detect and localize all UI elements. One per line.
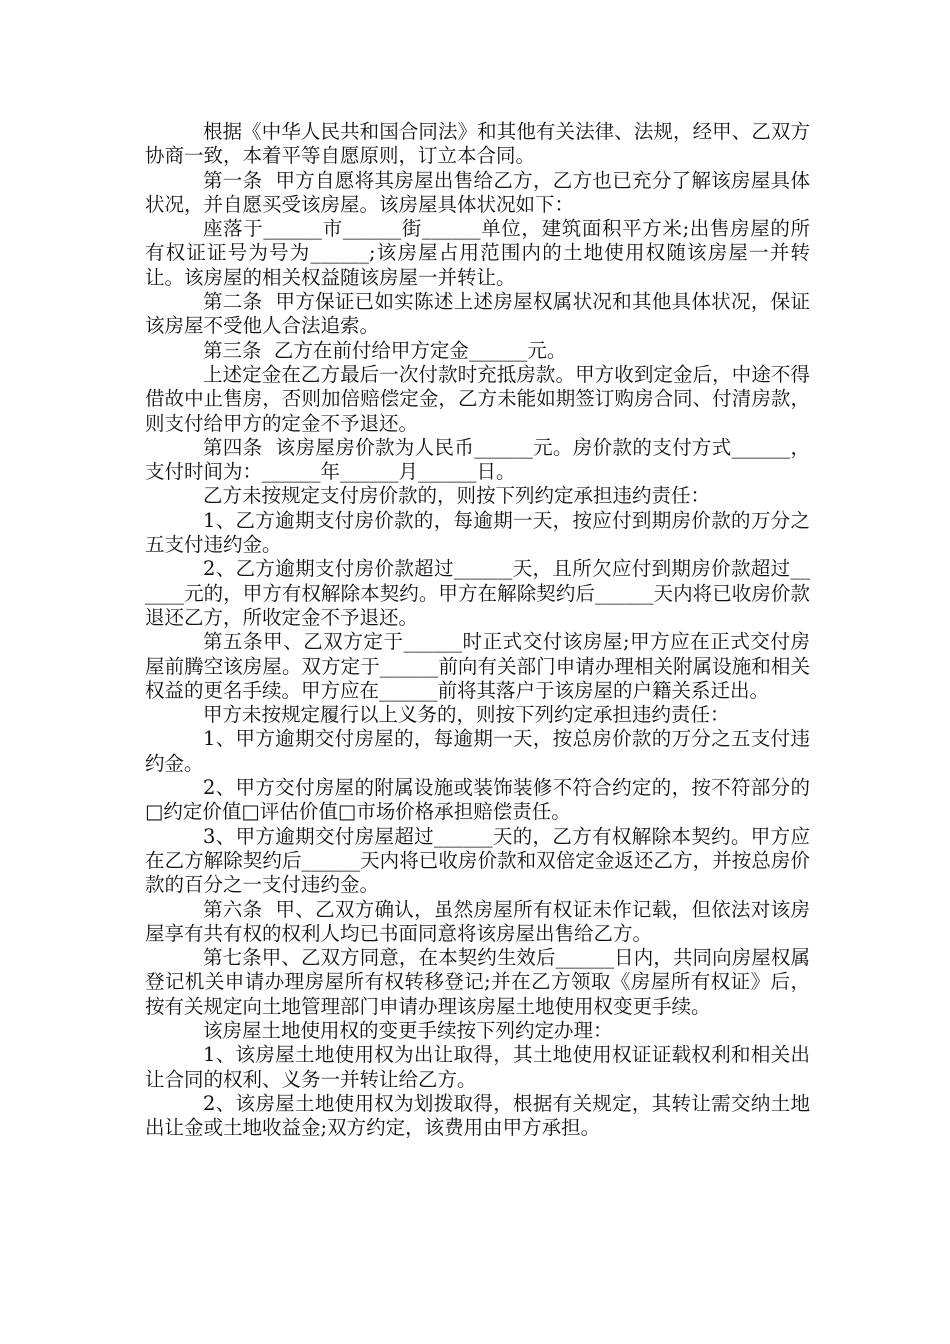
paragraph-seller-breach-2: 2、甲方交付房屋的附属设施或装饰装修不符合约定的，按不符部分的□约定价值□评估价值□市场价格承担赔偿责任。 <box>145 776 810 824</box>
paragraph-seller-breach-3: 3、甲方逾期交付房屋超过______天的，乙方有权解除本契约。甲方应在乙方解除契约后______天内将已收房价款和双倍定金返还乙方，并按总房价款的百分之一支付违约金。 <box>145 824 810 897</box>
paragraph-article-7: 第七条甲、乙双方同意，在本契约生效后______日内，共同向房屋权属登记机关申请办理房屋所有权转移登记;并在乙方领取《房屋所有权证》后，按有关规定向土地管理部门申请办理该房屋土地使用权变更手续。 <box>145 946 810 1018</box>
paragraph-article-6: 第六条 甲、乙双方确认，虽然房屋所有权证未作记载，但依法对该房屋享有共有权的权利人均已书面同意将该房屋出售给乙方。 <box>145 897 810 945</box>
paragraph-article-4: 第四条 该房屋房价款为人民币______元。房价款的支付方式______，支付时间为：______年______月______日。 <box>145 435 810 484</box>
paragraph-article-5: 第五条甲、乙双方定于______时正式交付该房屋;甲方应在正式交付房屋前腾空该房屋。双方定于______前向有关部门申请办理相关附属设施和相关权益的更名手续。甲方应在______前将其落户于该房屋的户籍关系迁出。 <box>145 630 810 702</box>
paragraph-buyer-breach: 乙方未按规定支付房价款的，则按下列约定承担违约责任： <box>203 484 711 508</box>
paragraph-land-use-1: 1、该房屋土地使用权为出让取得，其土地使用权证证载权利和相关出让合同的权利、义务一并转让给乙方。 <box>145 1043 810 1091</box>
document-body <box>145 120 810 1140</box>
paragraph-article-3: 第三条 乙方在前付给甲方定金______元。 <box>203 338 567 362</box>
paragraph-property-details: 座落于______市______街______单位，建筑面积平方米;出售房屋的所有权证证号为号为______;该房屋占用范围内的土地使用权随该房屋一并转让。该房屋的相关权益随该房屋一并转让。 <box>145 217 810 289</box>
paragraph-land-use-2: 2、该房屋土地使用权为划拨取得，根据有关规定，其转让需交纳土地出让金或土地收益金;双方约定，该费用由甲方承担。 <box>145 1091 810 1140</box>
paragraph-buyer-breach-1: 1、乙方逾期支付房价款的，每逾期一天，按应付到期房价款的万分之五支付违约金。 <box>145 508 810 557</box>
paragraph-article-1: 第一条 甲方自愿将其房屋出售给乙方，乙方也已充分了解该房屋具体状况，并自愿买受该房屋。该房屋具体状况如下： <box>145 168 810 216</box>
paragraph-buyer-breach-2: 2、乙方逾期支付房价款超过______天，且所欠应付到期房价款超过______元的，甲方有权解除本契约。甲方在解除契约后______天内将已收房价款退还乙方，所收定金不予退还。 <box>145 557 810 629</box>
paragraph-preamble: 根据《中华人民共和国合同法》和其他有关法律、法规，经甲、乙双方协商一致，本着平等自愿原则，订立本合同。 <box>145 120 810 168</box>
paragraph-land-use: 该房屋土地使用权的变更手续按下列约定办理： <box>203 1018 613 1042</box>
paragraph-seller-breach: 甲方未按规定履行以上义务的，则按下列约定承担违约责任： <box>203 703 730 727</box>
paragraph-article-2: 第二条 甲方保证已如实陈述上述房屋权属状况和其他具体状况，保证该房屋不受他人合法追索。 <box>145 290 810 338</box>
paragraph-deposit-terms: 上述定金在乙方最后一次付款时充抵房款。甲方收到定金后，中途不得借故中止售房，否则加倍赔偿定金，乙方未能如期签订购房合同、付清房款，则支付给甲方的定金不予退还。 <box>145 362 810 435</box>
paragraph-seller-breach-1: 1、甲方逾期交付房屋的，每逾期一天，按总房价款的万分之五支付违约金。 <box>145 727 810 775</box>
